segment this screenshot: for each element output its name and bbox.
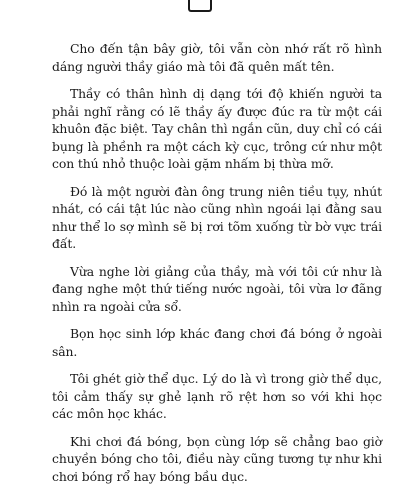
page-body: [52, 40, 382, 495]
page-top-ornament: [188, 0, 212, 12]
paragraph: Đó là một người đàn ông trung niên tiều tụy, nhút nhát, có cái tật lúc nào cũng nhìn ngoái lại đằng sau như thể lo sợ mình sẽ bị rơi tõm xuống từ bờ vực trái đất.: [52, 183, 382, 251]
paragraph: Bọn học sinh lớp khác đang chơi đá bóng ở ngoài sân.: [52, 326, 382, 359]
paragraph: Khi chơi đá bóng, bọn cùng lớp sẽ chẳng bao giờ chuyền bóng cho tôi, điều này cũng tương tự như khi chơi bóng rổ hay bóng bầu dục.: [52, 433, 382, 484]
paragraph: Tôi ghét giờ thể dục. Lý do là vì trong giờ thể dục, tôi cảm thấy sự ghẻ lạnh rõ rệt hơn so với khi học các môn học khác.: [52, 371, 382, 421]
paragraph: Vừa nghe lời giảng của thầy, mà với tôi cứ như là đang nghe một thứ tiếng nước ngoài, tôi vừa lơ đãng nhìn ra ngoài cửa sổ.: [52, 263, 382, 314]
paragraph: Cho đến tận bây giờ, tôi vẫn còn nhớ rất rõ hình dáng người thầy giáo mà tôi đã quên mất tên.: [52, 41, 382, 74]
paragraph: Thầy có thân hình dị dạng tới độ khiến người ta phải nghĩ rằng có lẽ thầy ấy được đúc ra từ một cái khuôn đặc biệt. Tay chân thì ngắn cũn, duy chỉ có cái bụng là phềnh ra một cách kỳ cục, trông cứ như một con thú nhỏ thuộc loài gặm nhấm bị thừa mỡ.: [52, 86, 382, 171]
